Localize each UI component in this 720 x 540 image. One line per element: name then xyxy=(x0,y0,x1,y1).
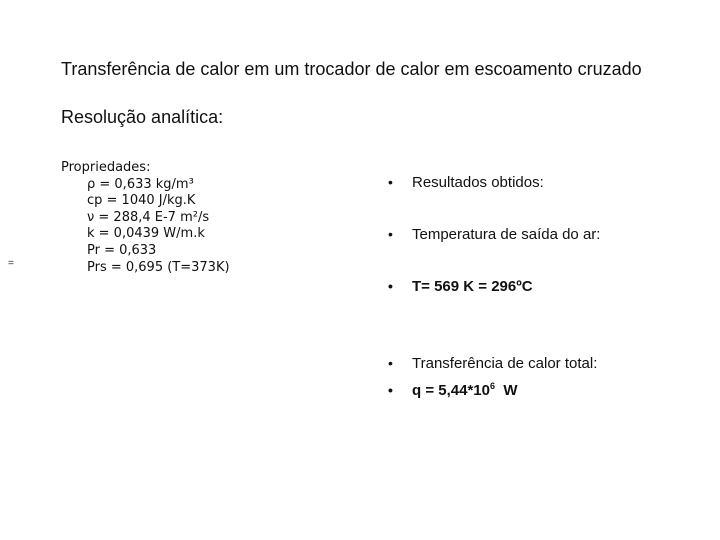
total-heat-value-base: q = 5,44*10 xyxy=(412,382,490,399)
results-heading: Resultados obtidos: xyxy=(412,174,544,191)
outlet-temp-value: T= 569 K = 296ºC xyxy=(412,278,533,295)
total-heat-value-exponent: 6 xyxy=(489,381,495,391)
property-kinematic-viscosity: ν = 288,4 E-7 m²/s xyxy=(87,209,210,225)
property-prandtl-surface: Prs = 0,695 (T=373K) xyxy=(87,259,230,275)
bullet-icon: • xyxy=(388,226,393,242)
bullet-icon: • xyxy=(388,174,393,190)
side-mark: = xyxy=(8,258,14,269)
section-subtitle: Resolução analítica: xyxy=(61,107,224,127)
total-heat-value-unit: W xyxy=(503,382,518,399)
total-heat-value xyxy=(412,382,518,399)
property-density: ρ = 0,633 kg/m³ xyxy=(87,176,194,192)
property-prandtl: Pr = 0,633 xyxy=(87,242,157,258)
outlet-temp-label-item xyxy=(388,226,600,243)
bullet-icon: • xyxy=(388,355,393,371)
outlet-temp-value-item xyxy=(388,278,533,295)
properties-heading: Propriedades: xyxy=(61,160,151,175)
page-title: Transferência de calor em um trocador de calor em escoamento cruzado xyxy=(61,59,642,79)
properties-block xyxy=(61,160,230,276)
total-heat-label-item xyxy=(388,355,597,372)
results-heading-item xyxy=(388,174,544,191)
bullet-icon: • xyxy=(388,382,393,398)
outlet-temp-label: Temperatura de saída do ar: xyxy=(412,226,601,243)
bullet-icon: • xyxy=(388,278,393,294)
total-heat-label: Transferência de calor total: xyxy=(412,355,598,372)
property-specific-heat: cp = 1040 J/kg.K xyxy=(87,193,196,209)
total-heat-value-item xyxy=(388,381,518,399)
property-thermal-conductivity: k = 0,0439 W/m.k xyxy=(87,226,205,242)
